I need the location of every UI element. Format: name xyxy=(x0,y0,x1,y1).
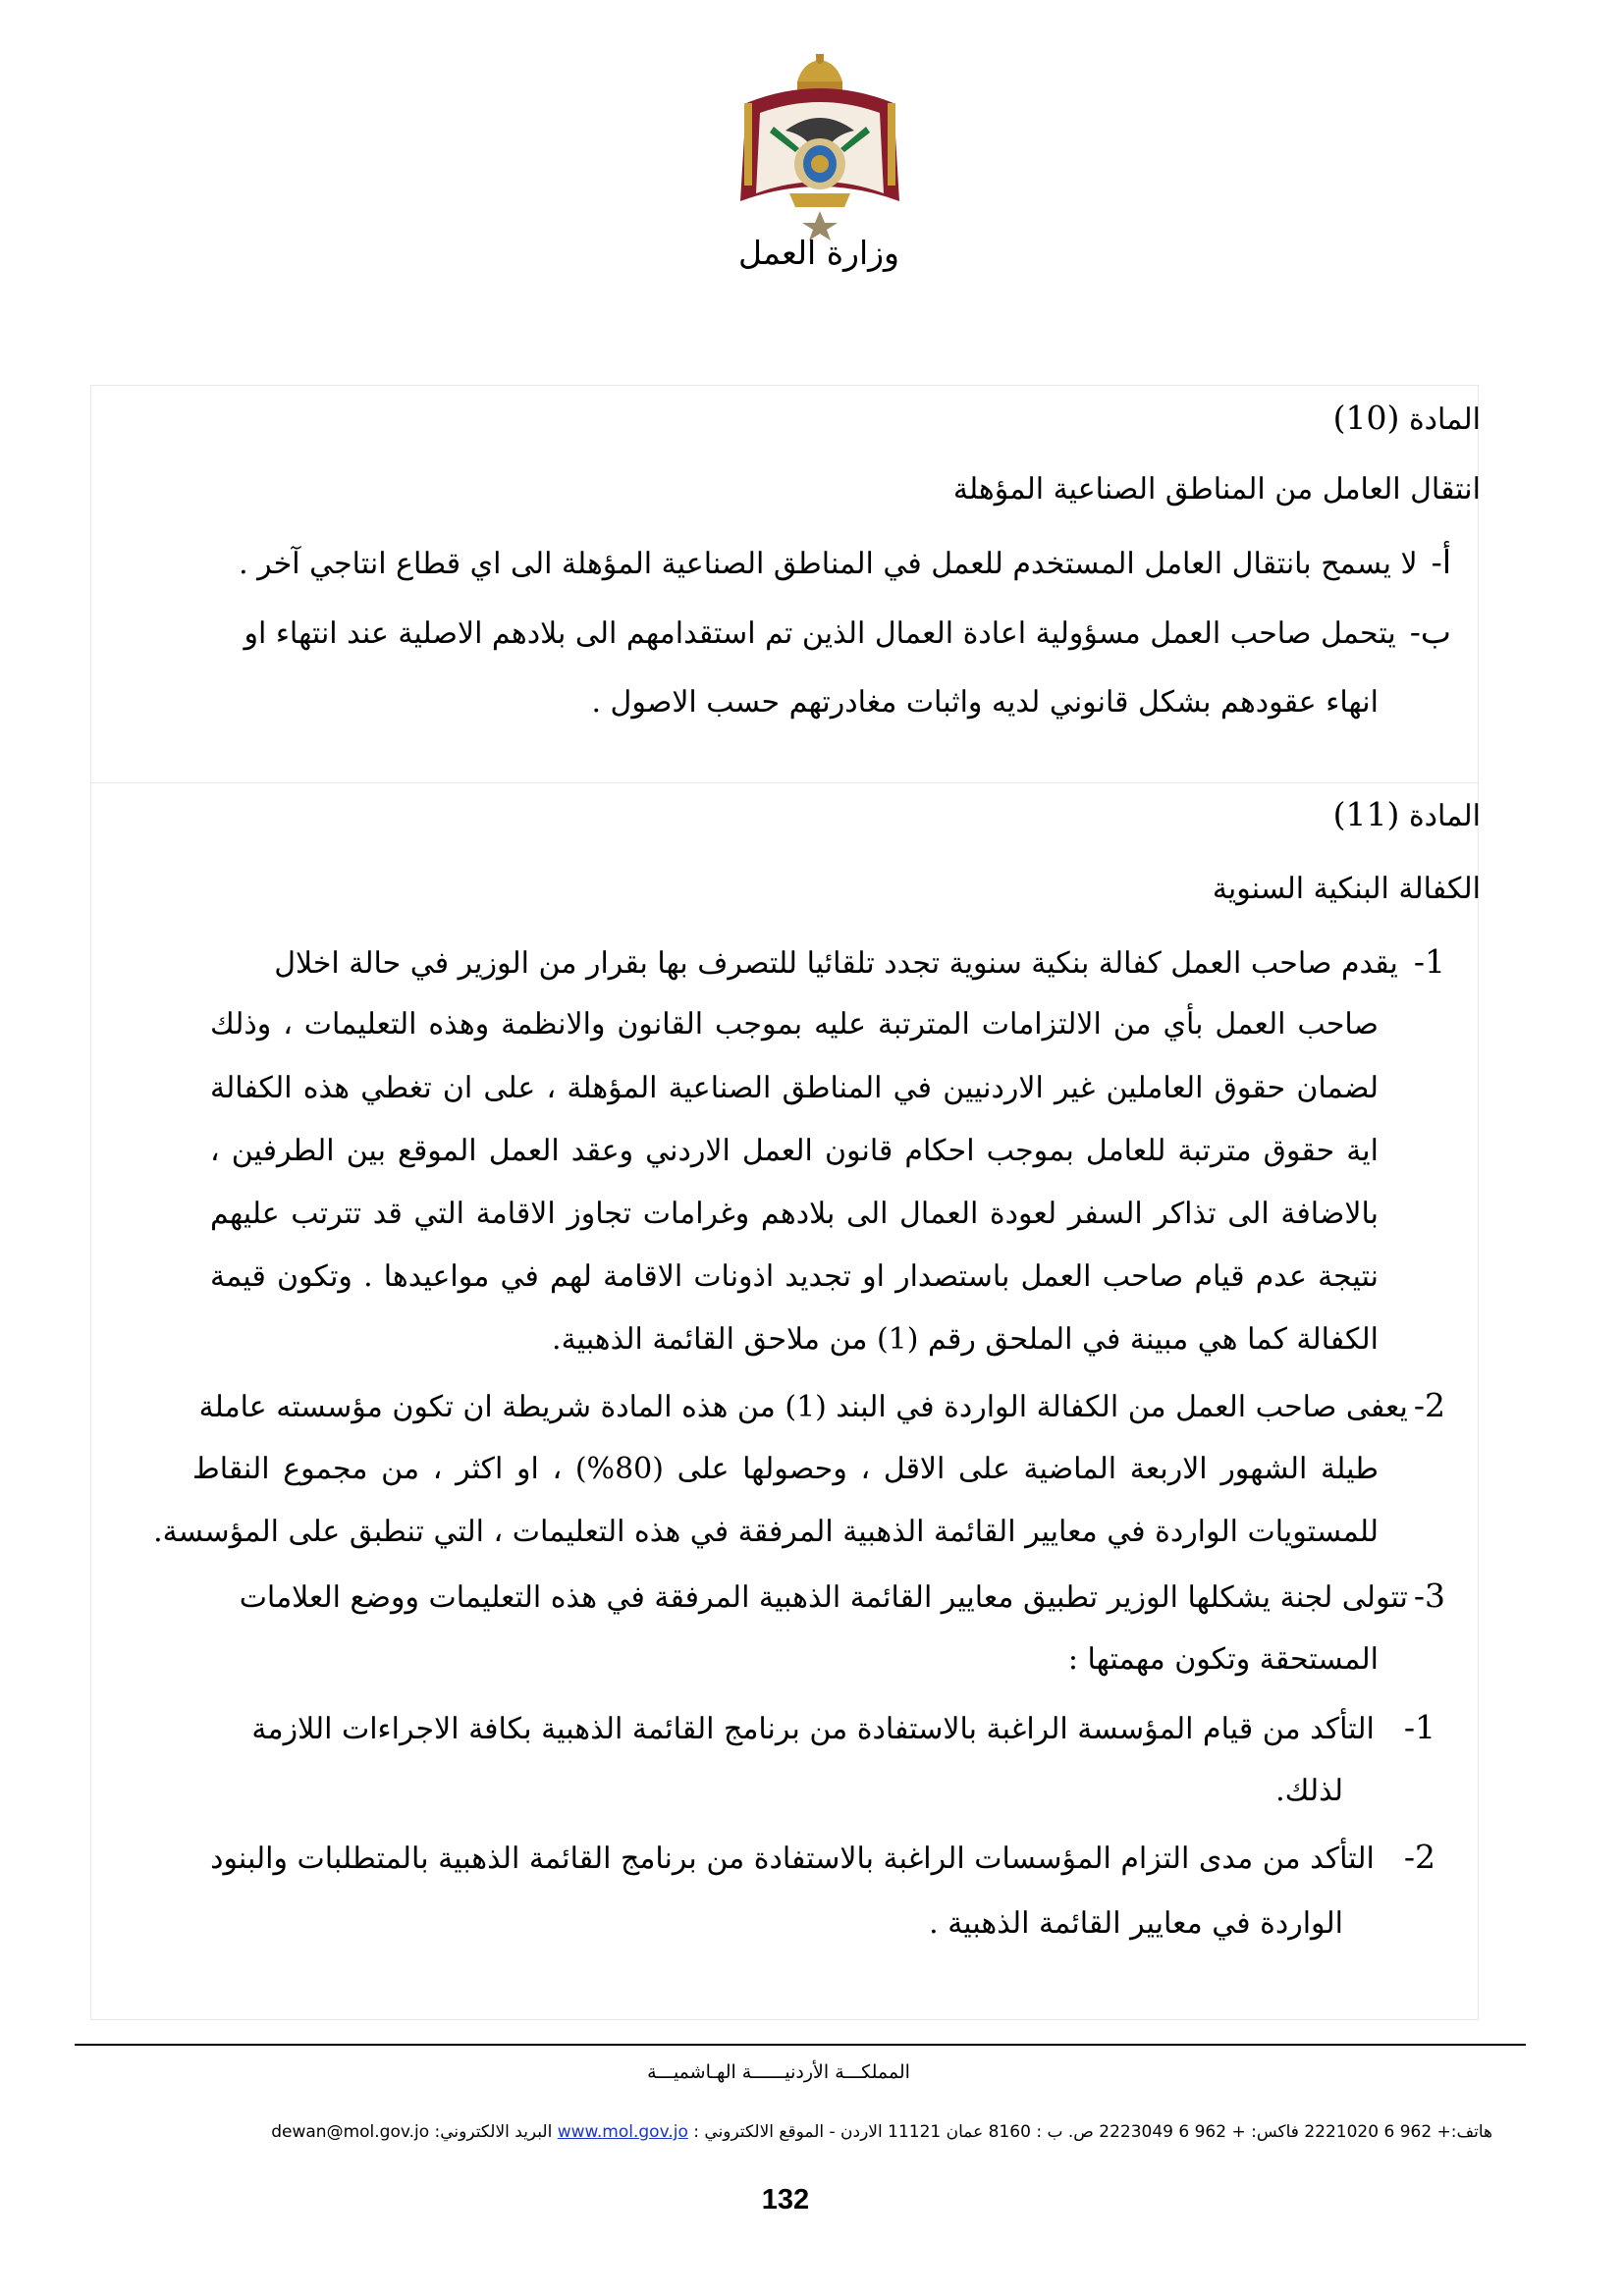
footer-contact-line xyxy=(102,2120,1492,2144)
article-11-item-3-subitem-1: 1- التأكد من قيام المؤسسة الراغبة بالاستفادة من برنامج القائمة الذهبية بكافة الاجراءات اللازمة xyxy=(251,1708,1435,1746)
website-link[interactable]: www.mol.gov.jo xyxy=(557,2122,688,2142)
article-11-item-1-line-3: لضمان حقوق العاملين غير الاردنيين في المناطق الصناعية المؤهلة ، على ان تغطي هذه الكفالة xyxy=(210,1071,1379,1105)
article-11-item-2-line-3: للمستويات الواردة في معايير القائمة الذهبية المرفقة في هذه التعليمات ، التي تنطبق على المؤسسة. xyxy=(153,1515,1379,1549)
article-11-item-3-subitem-2: 2- التأكد من مدى التزام المؤسسات الراغبة بالاستفادة من برنامج القائمة الذهبية بالمتطلبات والبنود xyxy=(210,1838,1435,1876)
article-10-item-b: ب- يتحمل صاحب العمل مسؤولية اعادة العمال الذين تم استقدامهم الى بلادهم الاصلية عند انتهاء او xyxy=(244,613,1451,651)
article-11-item-3-subitem-1-line-2: لذلك. xyxy=(1275,1774,1343,1808)
article-11-item-1-line-6: نتيجة عدم قيام صاحب العمل باستصدار او تجديد اذونات الاقامة لهم في مواعيدها . وتكون قيمة xyxy=(210,1259,1379,1294)
article-11-heading: المادة (11) xyxy=(1332,795,1481,833)
article-10-item-b-line-2: انهاء عقودهم بشكل قانوني لديه واثبات مغادرتهم حسب الاصول . xyxy=(591,685,1379,720)
jordan-coat-of-arms-icon xyxy=(727,54,913,240)
article-11-item-1-line-2: صاحب العمل بأي من الالتزامات المترتبة عليه بموجب القانون والانظمة وهذه التعليمات ، وذلك xyxy=(210,1007,1379,1041)
article-11-item-3-subitem-2-line-2: الواردة في معايير القائمة الذهبية . xyxy=(929,1906,1343,1941)
footer-email: البريد الالكتروني: dewan@mol.gov.jo xyxy=(271,2122,558,2142)
article-11-item-1: 1- يقدم صاحب العمل كفالة بنكية سنوية تجدد تلقائيا للتصرف بها بقرار من الوزير في حالة اخلال xyxy=(274,942,1445,981)
article-10-item-a: أ- لا يسمح بانتقال العامل المستخدم للعمل في المناطق الصناعية المؤهلة الى اي قطاع انتاجي آخر . xyxy=(239,543,1451,581)
article-11-item-1-line-4: اية حقوق مترتبة للعامل بموجب احكام قانون العمل الاردني وعقد العمل الموقع بين الطرفين ، xyxy=(210,1134,1379,1168)
article-10-heading: المادة (10) xyxy=(1332,399,1481,437)
page-number: 132 xyxy=(761,2184,810,2216)
footer-kingdom-name: المملكـــة الأردنيــــــة الهـاشميـــة xyxy=(647,2061,910,2083)
article-10-subtitle: انتقال العامل من المناطق الصناعية المؤهلة xyxy=(952,472,1481,507)
article-11-item-3: 3- تتولى لجنة يشكلها الوزير تطبيق معايير القائمة الذهبية المرفقة في هذه التعليمات ووضع العلامات xyxy=(239,1576,1445,1615)
article-11-item-2: 2- يعفى صاحب العمل من الكفالة الواردة في البند (1) من هذه المادة شريطة ان تكون مؤسسته عاملة xyxy=(198,1386,1445,1424)
footer-contact-info: هاتف:+ 962 6 2221020 فاكس: + 962 6 2223049 ص. ب : 8160 عمان 11121 الاردن - الموقع الالكتروني : xyxy=(687,2122,1492,2142)
article-11-subtitle: الكفالة البنكية السنوية xyxy=(1212,872,1481,906)
table-divider xyxy=(90,782,1479,783)
ministry-name: وزارة العمل xyxy=(738,234,899,272)
article-11-item-1-line-5: بالاضافة الى تذاكر السفر لعودة العمال الى بلادهم وغرامات تجاوز الاقامة التي قد تترتب عليهم xyxy=(210,1197,1379,1231)
article-11-item-2-line-2: طيلة الشهور الاربعة الماضية على الاقل ، وحصولها على (80%) ، او اكثر ، من مجموع النقاط xyxy=(192,1452,1380,1486)
article-11-item-1-line-7: الكفالة كما هي مبينة في الملحق رقم (1) من ملاحق القائمة الذهبية. xyxy=(552,1322,1379,1357)
footer-rule xyxy=(75,2044,1526,2046)
article-11-item-3-line-2: المستحقة وتكون مهمتها : xyxy=(1067,1642,1379,1677)
